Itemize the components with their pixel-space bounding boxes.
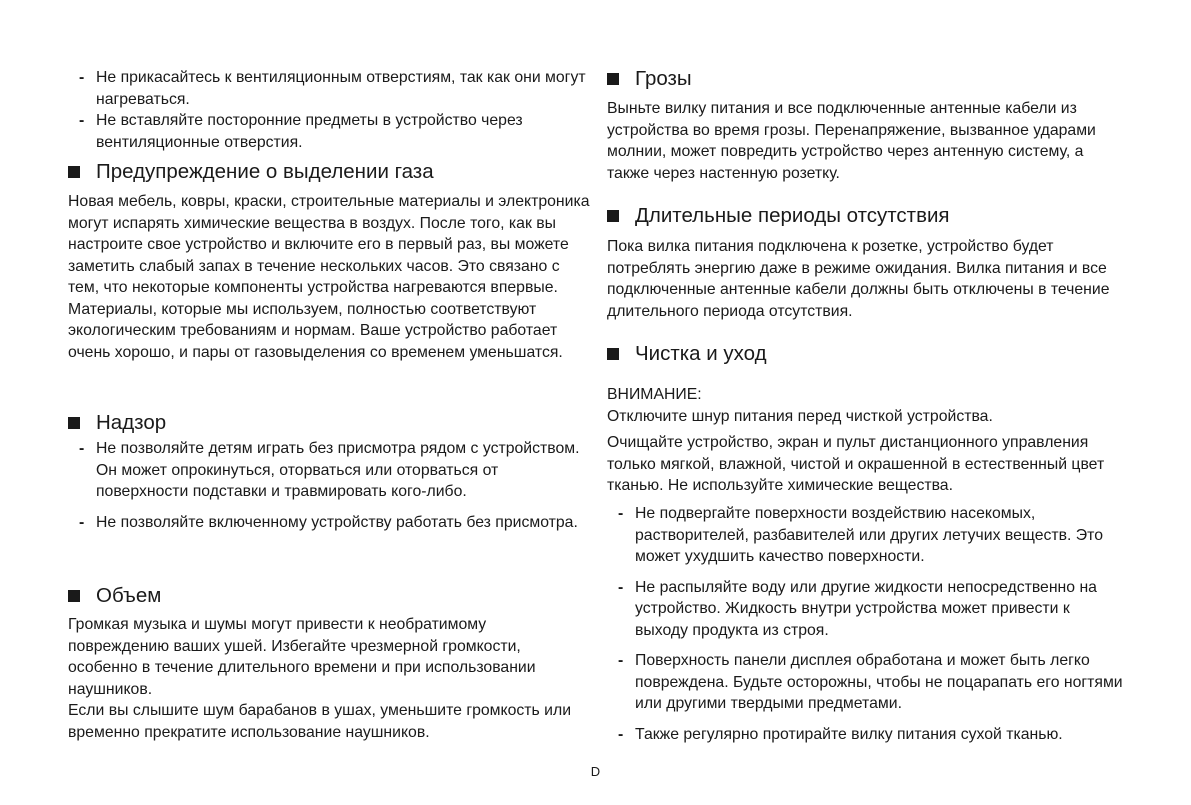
gas-paragraph-block bbox=[68, 191, 590, 363]
heading-text: Грозы bbox=[635, 67, 692, 90]
bullet-item: - Не распыляйте воду или другие жидкости непосредственно на устройство. Жидкость внутри устройства может привести к выходу продукта из строя. bbox=[607, 577, 1127, 642]
section-heading-supervision bbox=[68, 411, 166, 435]
caution-block bbox=[607, 384, 1127, 427]
volume-paragraph-block-2 bbox=[68, 700, 590, 743]
section-heading-storms bbox=[607, 67, 692, 91]
bullet-item: - Не позволяйте включенному устройству работать без присмотра. bbox=[68, 512, 590, 534]
storms-paragraph: Выньте вилку питания и все подключенные антенные кабели из устройства во время грозы. Перенапряжение, вызванное ударами молнии, может повредить устройство через антенную систему, а также через настенную розетку. bbox=[607, 100, 1096, 182]
heading-text: Объем bbox=[96, 584, 162, 607]
bullet-item: - Не вставляйте посторонние предметы в устройство через вентиляционные отверстия. bbox=[68, 110, 590, 153]
storms-paragraph-block bbox=[607, 98, 1127, 184]
volume-paragraph-1: Громкая музыка и шумы могут привести к необратимому повреждению ваших ушей. Избегайте чрезмерной громкости, особенно в течение длительного времени и при использовании наушников. bbox=[68, 616, 536, 698]
caution-text: Отключите шнур питания перед чисткой устройства. bbox=[607, 407, 993, 425]
supervision-bullets bbox=[68, 438, 590, 533]
square-bullet-icon bbox=[607, 73, 619, 85]
square-bullet-icon bbox=[607, 348, 619, 360]
square-bullet-icon bbox=[607, 210, 619, 222]
bullet-item: - Также регулярно протирайте вилку питания сухой тканью. bbox=[607, 724, 1127, 746]
square-bullet-icon bbox=[68, 166, 80, 178]
heading-text: Чистка и уход bbox=[635, 342, 767, 365]
volume-paragraph-block bbox=[68, 614, 590, 700]
caution-label: ВНИМАНИЕ: bbox=[607, 386, 702, 403]
absence-paragraph: Пока вилка питания подключена к розетке, устройство будет потреблять энергию даже в режиме ожидания. Вилка питания и все подключенные антенные кабели должны быть отключены в течение длительного периода отсутствия. bbox=[607, 238, 1110, 320]
ventilation-bullets bbox=[68, 67, 590, 153]
heading-text: Надзор bbox=[96, 411, 167, 434]
square-bullet-icon bbox=[68, 590, 80, 602]
bullet-item: - Не прикасайтесь к вентиляционным отверстиям, так как они могут нагреваться. bbox=[68, 67, 590, 110]
heading-text: Длительные периоды отсутствия bbox=[635, 204, 950, 227]
section-heading-absence bbox=[607, 204, 950, 228]
heading-text: Предупреждение о выделении газа bbox=[96, 160, 434, 183]
page-label: D bbox=[590, 764, 601, 779]
square-bullet-icon bbox=[68, 417, 80, 429]
section-heading-volume bbox=[68, 584, 161, 608]
section-heading-cleaning bbox=[607, 342, 767, 366]
volume-paragraph-2: Если вы слышите шум барабанов в ушах, уменьшите громкость или временно прекратите использование наушников. bbox=[68, 702, 572, 741]
gas-paragraph: Новая мебель, ковры, краски, строительные материалы и электроника могут испарять химические вещества в воздух. После того, как вы настроите свое устройство и включите его в первый раз, вы можете заметить слабый запах в течение нескольких часов. Это связано с тем, что некоторые компоненты устройства нагреваются впервые. Материалы, которые мы используем, полностью соответствуют экологическим требованиям и нормам. Ваше устройство работает очень хорошо, и пары от газовыделения со временем уменьшатся. bbox=[68, 193, 590, 361]
cleaning-paragraph: Очищайте устройство, экран и пульт дистанционного управления только мягкой, влажной, чистой и окрашенной в естественный цвет тканью. Не используйте химические вещества. bbox=[607, 434, 1105, 494]
bullet-item: - Поверхность панели дисплея обработана и может быть легко повреждена. Будьте осторожны, чтобы не поцарапать его ногтями или другими твердыми предметами. bbox=[607, 650, 1127, 715]
cleaning-paragraph-block bbox=[607, 432, 1127, 497]
cleaning-bullets bbox=[607, 503, 1127, 745]
bullet-item: - Не позволяйте детям играть без присмотра рядом с устройством. Он может опрокинуться, оторваться или оторваться от поверхности подставки и травмировать кого-либо. bbox=[68, 438, 590, 503]
bullet-item: - Не подвергайте поверхности воздействию насекомых, растворителей, разбавителей или других летучих веществ. Это может ухудшить качество поверхности. bbox=[607, 503, 1127, 568]
absence-paragraph-block bbox=[607, 236, 1127, 322]
section-heading-gas bbox=[68, 160, 434, 184]
